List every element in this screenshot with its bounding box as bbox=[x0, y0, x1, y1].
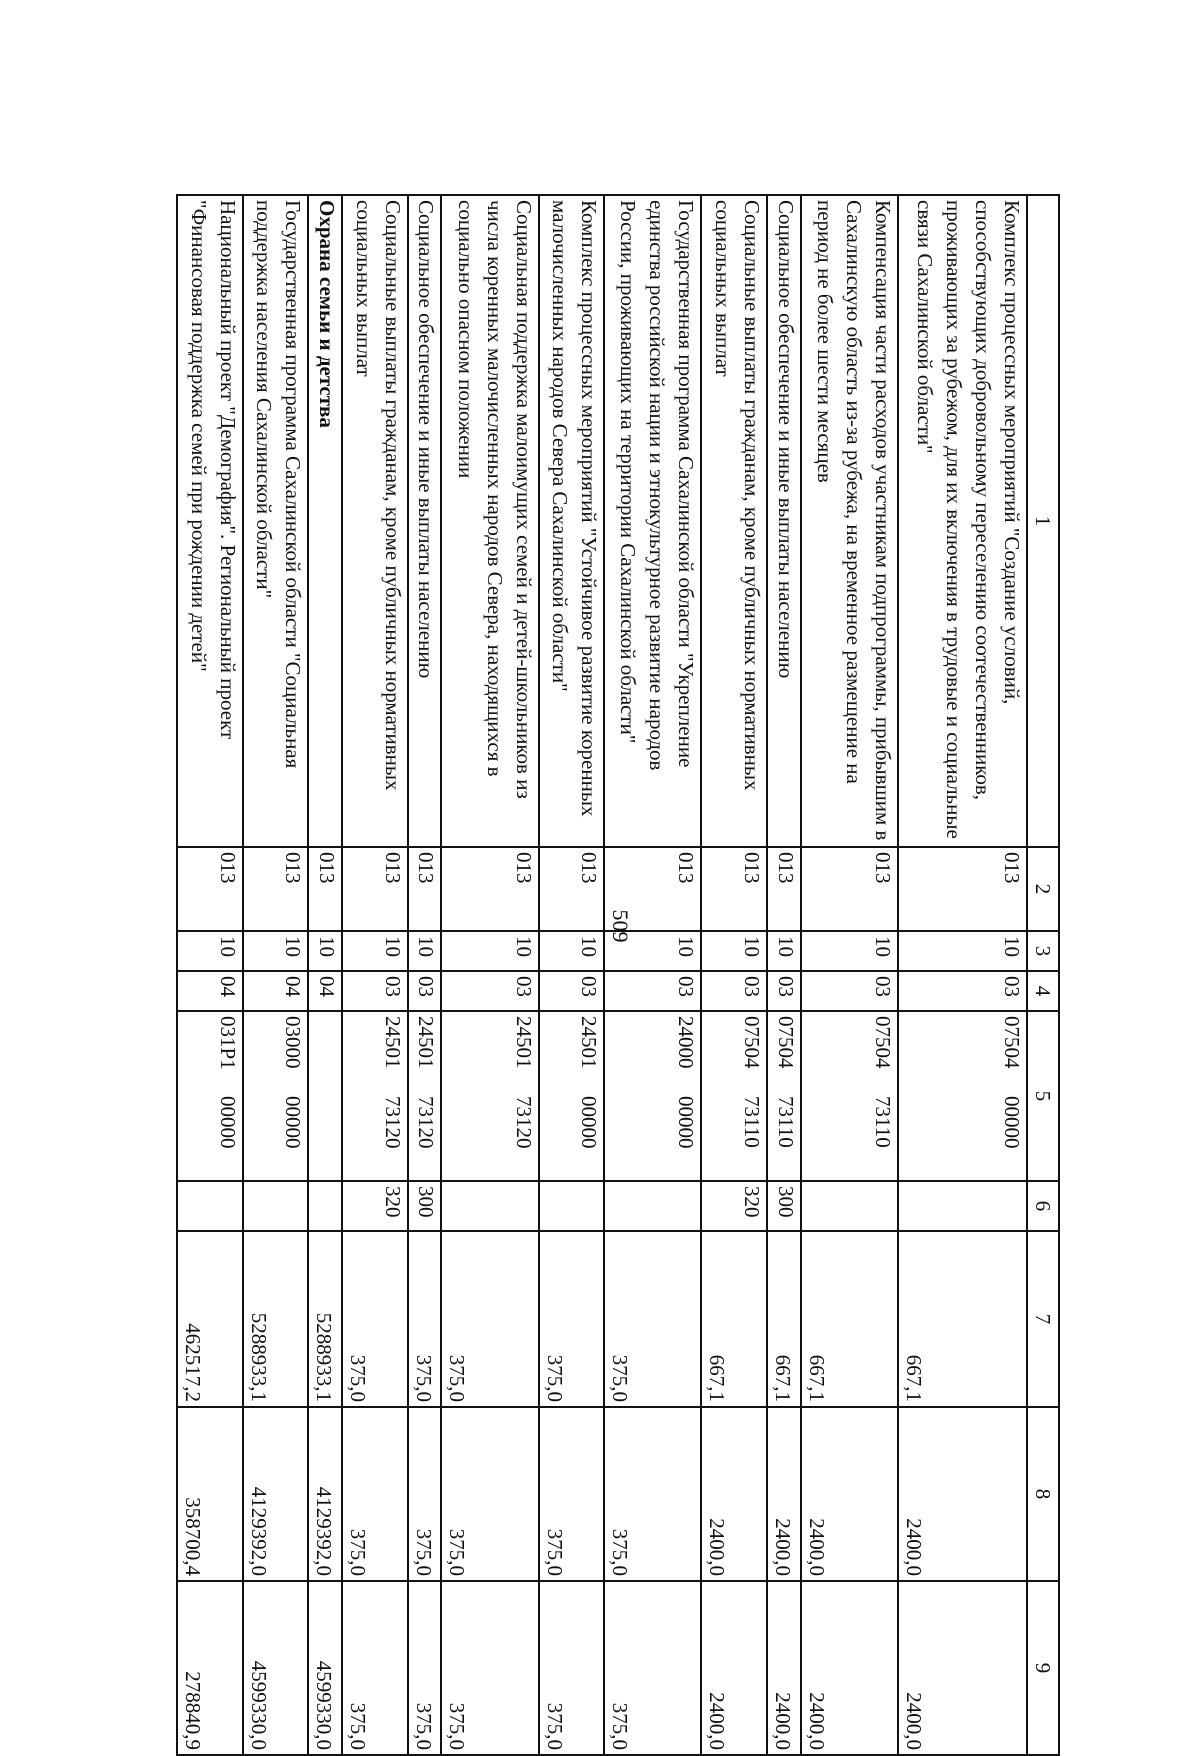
expense-type-code: 300 bbox=[767, 1181, 801, 1231]
subsection-code: 03 bbox=[801, 971, 898, 1011]
column-header: 8 bbox=[1027, 1407, 1059, 1581]
target-article-direction: 00000 bbox=[1000, 1096, 1024, 1149]
row-description: Комплекс процессных мероприятий "Устойчивое развитие коренных малочисленных народов Севера Сахалинской области" bbox=[539, 195, 605, 847]
subsection-code: 03 bbox=[604, 971, 701, 1011]
row-description: Социальное обеспечение и иные выплаты населению bbox=[408, 195, 442, 847]
amount-year-3: 2400,0 bbox=[801, 1581, 898, 1755]
expense-type-code bbox=[604, 1181, 701, 1231]
ministry-code: 013 bbox=[342, 847, 408, 931]
expense-type-code bbox=[243, 1181, 309, 1231]
target-article-direction: 00000 bbox=[674, 1096, 699, 1149]
section-code: 10 bbox=[308, 931, 342, 971]
expense-type-code bbox=[308, 1181, 342, 1231]
target-article-program: 24501 bbox=[511, 1016, 536, 1069]
target-article-program: 24501 bbox=[577, 1016, 602, 1069]
target-article-direction: 73110 bbox=[773, 1096, 798, 1148]
column-header: 7 bbox=[1027, 1231, 1059, 1407]
row-description: Государственная программа Сахалинской области "Укрепление единства российской нации и этнокультурное развитие народов России, проживающих на территории Сахалинской области" bbox=[604, 195, 701, 847]
table-row bbox=[177, 195, 243, 1755]
amount-year-2: 2400,0 bbox=[701, 1407, 767, 1581]
section-code: 10 bbox=[701, 931, 767, 971]
row-description: Социальное обеспечение и иные выплаты населению bbox=[767, 195, 801, 847]
target-article-direction: 73110 bbox=[740, 1096, 764, 1148]
subsection-code: 04 bbox=[177, 971, 243, 1011]
amount-year-1: 667,1 bbox=[701, 1231, 767, 1407]
target-article-program: 031P1 bbox=[215, 1016, 240, 1070]
ministry-code: 013 bbox=[604, 847, 701, 931]
amount-year-1: 375,0 bbox=[441, 1231, 538, 1407]
amount-year-1: 667,1 bbox=[767, 1231, 801, 1407]
section-code: 10 bbox=[243, 931, 309, 971]
subsection-code: 03 bbox=[767, 971, 801, 1011]
row-description: Компенсация части расходов участникам подпрограммы, прибывшим в Сахалинскую область из-за рубежа, на временное размещение на период не более шести месяцев bbox=[801, 195, 898, 847]
target-article-code bbox=[767, 1011, 801, 1181]
section-code: 10 bbox=[539, 931, 605, 971]
table-row bbox=[604, 195, 701, 1755]
subsection-code: 03 bbox=[408, 971, 442, 1011]
target-article-program: 07504 bbox=[773, 1016, 798, 1069]
amount-year-1: 5288933,1 bbox=[243, 1231, 309, 1407]
amount-year-1: 375,0 bbox=[539, 1231, 605, 1407]
amount-year-1: 462517,2 bbox=[177, 1231, 243, 1407]
section-code: 10 bbox=[342, 931, 408, 971]
amount-year-3: 2400,0 bbox=[701, 1581, 767, 1755]
row-description: Комплекс процессных мероприятий "Создание условий, способствующих добровольному переселению соотечественников, проживающих за рубежом, для их включения в трудовые и социальные связи Сахалинской области" bbox=[898, 195, 1027, 847]
target-article-direction: 00000 bbox=[577, 1096, 602, 1149]
ministry-code: 013 bbox=[801, 847, 898, 931]
amount-year-3: 375,0 bbox=[441, 1581, 538, 1755]
target-article-code bbox=[801, 1011, 898, 1181]
amount-year-2: 2400,0 bbox=[801, 1407, 898, 1581]
section-code: 10 bbox=[441, 931, 538, 971]
table-row bbox=[898, 195, 1027, 1755]
target-article-code bbox=[342, 1011, 408, 1181]
table-row bbox=[308, 195, 342, 1755]
target-article-code bbox=[408, 1011, 442, 1181]
amount-year-1: 667,1 bbox=[801, 1231, 898, 1407]
subsection-code: 03 bbox=[701, 971, 767, 1011]
target-article-direction: 73120 bbox=[414, 1096, 439, 1149]
target-article-direction: 73120 bbox=[380, 1096, 405, 1149]
ministry-code: 013 bbox=[408, 847, 442, 931]
ministry-code: 013 bbox=[243, 847, 309, 931]
subsection-code: 04 bbox=[243, 971, 309, 1011]
expense-type-code: 320 bbox=[701, 1181, 767, 1231]
amount-year-2: 4129392,0 bbox=[308, 1407, 342, 1581]
amount-year-2: 375,0 bbox=[342, 1407, 408, 1581]
amount-year-2: 375,0 bbox=[408, 1407, 442, 1581]
ministry-code: 013 bbox=[308, 847, 342, 931]
subsection-code: 03 bbox=[342, 971, 408, 1011]
section-code: 10 bbox=[408, 931, 442, 971]
section-code: 10 bbox=[604, 931, 701, 971]
budget-table bbox=[176, 194, 1060, 1756]
amount-year-2: 4129392,0 bbox=[243, 1407, 309, 1581]
target-article-program: 07504 bbox=[871, 1016, 896, 1069]
target-article-code bbox=[243, 1011, 309, 1181]
target-article-code bbox=[701, 1011, 767, 1181]
target-article-program: 24501 bbox=[380, 1016, 405, 1069]
expense-type-code bbox=[441, 1181, 538, 1231]
ministry-code: 013 bbox=[898, 847, 1027, 931]
target-article-direction: 73120 bbox=[511, 1096, 536, 1149]
amount-year-1: 375,0 bbox=[604, 1231, 701, 1407]
subsection-code: 04 bbox=[308, 971, 342, 1011]
target-article-code bbox=[441, 1011, 538, 1181]
amount-year-3: 2400,0 bbox=[767, 1581, 801, 1755]
column-header: 4 bbox=[1027, 971, 1059, 1011]
target-article-code bbox=[308, 1011, 342, 1181]
amount-year-2: 2400,0 bbox=[767, 1407, 801, 1581]
amount-year-2: 2400,0 bbox=[898, 1407, 1027, 1581]
expense-type-code: 320 bbox=[342, 1181, 408, 1231]
amount-year-1: 5288933,1 bbox=[308, 1231, 342, 1407]
target-article-direction: 00000 bbox=[215, 1096, 240, 1149]
subsection-code: 03 bbox=[441, 971, 538, 1011]
table-row bbox=[539, 195, 605, 1755]
amount-year-2: 375,0 bbox=[604, 1407, 701, 1581]
ministry-code: 013 bbox=[767, 847, 801, 931]
table-row bbox=[408, 195, 442, 1755]
row-description: Социальные выплаты гражданам, кроме публичных нормативных социальных выплат bbox=[701, 195, 767, 847]
target-article-direction: 00000 bbox=[281, 1096, 306, 1149]
amount-year-1: 667,1 bbox=[898, 1231, 1027, 1407]
amount-year-3: 375,0 bbox=[408, 1581, 442, 1755]
column-header: 3 bbox=[1027, 931, 1059, 971]
amount-year-2: 358700,4 bbox=[177, 1407, 243, 1581]
table-row bbox=[701, 195, 767, 1755]
column-header: 2 bbox=[1027, 847, 1059, 931]
target-article-program: 07504 bbox=[1000, 1016, 1024, 1069]
section-code: 10 bbox=[177, 931, 243, 971]
table-row bbox=[767, 195, 801, 1755]
subsection-code: 03 bbox=[898, 971, 1027, 1011]
target-article-program: 24501 bbox=[414, 1016, 439, 1069]
target-article-code bbox=[177, 1011, 243, 1181]
expense-type-code bbox=[801, 1181, 898, 1231]
budget-table-wrapper bbox=[176, 194, 1060, 1754]
amount-year-3: 4599330,0 bbox=[243, 1581, 309, 1755]
column-header: 6 bbox=[1027, 1181, 1059, 1231]
amount-year-3: 375,0 bbox=[604, 1581, 701, 1755]
target-article-program: 03000 bbox=[281, 1016, 306, 1069]
target-article-code bbox=[898, 1011, 1027, 1181]
amount-year-2: 375,0 bbox=[441, 1407, 538, 1581]
target-article-code bbox=[539, 1011, 605, 1181]
amount-year-3: 2400,0 bbox=[898, 1581, 1027, 1755]
expense-type-code bbox=[177, 1181, 243, 1231]
column-header: 5 bbox=[1027, 1011, 1059, 1181]
column-header: 1 bbox=[1027, 195, 1059, 847]
table-row bbox=[801, 195, 898, 1755]
amount-year-3: 375,0 bbox=[539, 1581, 605, 1755]
expense-type-code bbox=[898, 1181, 1027, 1231]
amount-year-3: 278840,9 bbox=[177, 1581, 243, 1755]
amount-year-3: 4599330,0 bbox=[308, 1581, 342, 1755]
table-row bbox=[243, 195, 309, 1755]
table-row bbox=[342, 195, 408, 1755]
ministry-code: 013 bbox=[701, 847, 767, 931]
header-row bbox=[1027, 195, 1059, 1755]
row-description: Охрана семьи и детства bbox=[308, 195, 342, 847]
expense-type-code: 300 bbox=[408, 1181, 442, 1231]
row-description: Социальная поддержка малоимущих семей и детей-школьников из числа коренных малочисленных народов Севера, находящихся в социально опасном положении bbox=[441, 195, 538, 847]
table-row bbox=[441, 195, 538, 1755]
target-article-program: 07504 bbox=[740, 1016, 764, 1069]
section-code: 10 bbox=[801, 931, 898, 971]
target-article-direction: 73110 bbox=[871, 1096, 896, 1148]
section-code: 10 bbox=[898, 931, 1027, 971]
target-article-code bbox=[604, 1011, 701, 1181]
ministry-code: 013 bbox=[539, 847, 605, 931]
expense-type-code bbox=[539, 1181, 605, 1231]
page-number: 509 bbox=[608, 909, 633, 943]
row-description: Социальные выплаты гражданам, кроме публичных нормативных социальных выплат bbox=[342, 195, 408, 847]
amount-year-3: 375,0 bbox=[342, 1581, 408, 1755]
amount-year-1: 375,0 bbox=[408, 1231, 442, 1407]
amount-year-1: 375,0 bbox=[342, 1231, 408, 1407]
section-code: 10 bbox=[767, 931, 801, 971]
amount-year-2: 375,0 bbox=[539, 1407, 605, 1581]
column-header: 9 bbox=[1027, 1581, 1059, 1755]
target-article-program: 24000 bbox=[674, 1016, 699, 1069]
row-description: Национальный проект "Демография". Региональный проект "Финансовая поддержка семей при рождении детей" bbox=[177, 195, 243, 847]
ministry-code: 013 bbox=[177, 847, 243, 931]
row-description: Государственная программа Сахалинской области "Социальная поддержка населения Сахалинской области" bbox=[243, 195, 309, 847]
subsection-code: 03 bbox=[539, 971, 605, 1011]
ministry-code: 013 bbox=[441, 847, 538, 931]
